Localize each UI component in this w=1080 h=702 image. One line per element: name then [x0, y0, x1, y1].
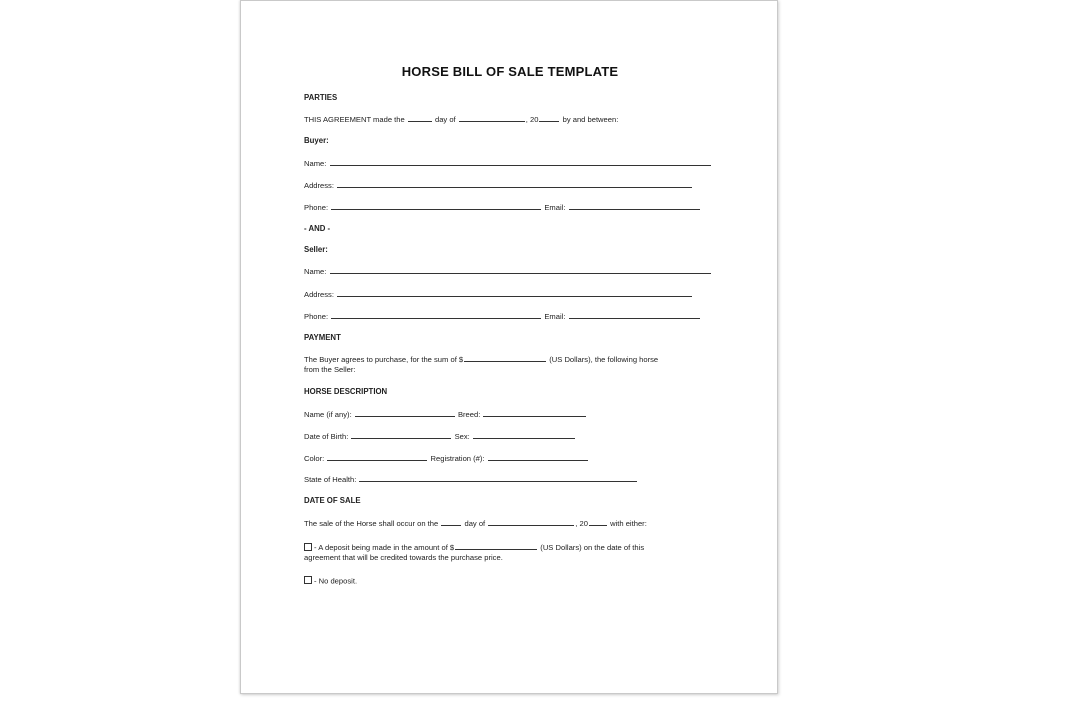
payment-text: The Buyer agrees to purchase, for the sum of $	[304, 355, 464, 364]
horse-sex-field[interactable]	[473, 431, 575, 439]
buyer-email-label: Email:	[544, 203, 566, 212]
sale-year-blank[interactable]	[589, 518, 607, 526]
payment-text-cont: from the Seller:	[304, 365, 356, 374]
date-of-sale-heading: DATE OF SALE	[304, 496, 361, 505]
buyer-heading: Buyer:	[304, 136, 329, 145]
buyer-email-field[interactable]	[569, 202, 700, 210]
payment-text: (US Dollars), the following horse	[549, 355, 659, 364]
no-deposit-option-row	[304, 576, 717, 587]
horse-name-label: Name (if any):	[304, 410, 352, 419]
horse-heading: HORSE DESCRIPTION	[304, 387, 388, 396]
agreement-text: day of	[434, 115, 456, 124]
deposit-text-cont: agreement that will be credited towards the purchase price.	[304, 553, 503, 562]
seller-phone-row	[304, 311, 717, 322]
agreement-year-blank[interactable]	[539, 114, 559, 122]
buyer-phone-label: Phone:	[304, 203, 329, 212]
agreement-day-blank[interactable]	[408, 114, 432, 122]
deposit-text: - A deposit being made in the amount of $	[314, 543, 455, 552]
seller-address-row	[304, 289, 717, 300]
buyer-address-field[interactable]	[337, 180, 692, 188]
agreement-text: by and between:	[562, 115, 619, 124]
sale-month-blank[interactable]	[488, 518, 574, 526]
payment-amount-field[interactable]	[464, 354, 546, 362]
seller-address-label: Address:	[304, 290, 334, 299]
agreement-text: THIS AGREEMENT made the	[304, 115, 405, 124]
seller-name-field[interactable]	[330, 266, 711, 274]
seller-email-field[interactable]	[569, 311, 700, 319]
sale-date-text: The sale of the Horse shall occur on the	[304, 519, 439, 528]
deposit-amount-field[interactable]	[455, 542, 537, 550]
horse-name-row	[304, 409, 717, 420]
seller-heading: Seller:	[304, 245, 328, 254]
document-page	[240, 0, 778, 694]
horse-dob-row	[304, 431, 717, 442]
payment-line	[304, 354, 717, 365]
buyer-address-row	[304, 180, 717, 191]
sale-date-text: , 20	[575, 519, 588, 528]
no-deposit-checkbox[interactable]	[304, 576, 312, 584]
horse-breed-field[interactable]	[483, 409, 586, 417]
horse-dob-label: Date of Birth:	[304, 432, 349, 441]
horse-color-field[interactable]	[327, 453, 427, 461]
horse-registration-label: Registration (#):	[430, 454, 485, 463]
horse-sex-label: Sex:	[454, 432, 470, 441]
deposit-checkbox[interactable]	[304, 543, 312, 551]
horse-health-label: State of Health:	[304, 475, 357, 484]
no-deposit-text: - No deposit.	[314, 576, 358, 586]
seller-name-row	[304, 266, 717, 277]
agreement-line	[304, 114, 717, 125]
buyer-phone-row	[304, 202, 717, 213]
seller-email-label: Email:	[544, 312, 566, 321]
sale-date-line	[304, 518, 717, 529]
seller-phone-field[interactable]	[331, 311, 541, 319]
deposit-text: (US Dollars) on the date of this	[540, 543, 645, 552]
buyer-address-label: Address:	[304, 181, 334, 190]
seller-phone-label: Phone:	[304, 312, 329, 321]
seller-name-label: Name:	[304, 267, 327, 276]
horse-health-field[interactable]	[359, 474, 637, 482]
horse-dob-field[interactable]	[351, 431, 451, 439]
horse-registration-field[interactable]	[488, 453, 588, 461]
horse-breed-label: Breed:	[457, 410, 481, 419]
sale-date-text: with either:	[610, 519, 647, 528]
buyer-name-field[interactable]	[330, 158, 711, 166]
document-title: HORSE BILL OF SALE TEMPLATE	[401, 64, 619, 79]
agreement-text: , 20	[525, 115, 539, 124]
horse-health-row	[304, 474, 717, 485]
agreement-month-blank[interactable]	[459, 114, 525, 122]
horse-color-label: Color:	[304, 454, 325, 463]
parties-heading: PARTIES	[304, 93, 338, 102]
seller-address-field[interactable]	[337, 289, 692, 297]
horse-name-field[interactable]	[355, 409, 455, 417]
buyer-name-row	[304, 158, 717, 169]
horse-color-row	[304, 453, 717, 464]
sale-day-blank[interactable]	[441, 518, 461, 526]
buyer-name-label: Name:	[304, 159, 327, 168]
deposit-option-row	[304, 542, 717, 553]
and-separator: - AND -	[304, 224, 331, 233]
payment-heading: PAYMENT	[304, 333, 341, 342]
sale-date-text: day of	[464, 519, 486, 528]
buyer-phone-field[interactable]	[331, 202, 541, 210]
